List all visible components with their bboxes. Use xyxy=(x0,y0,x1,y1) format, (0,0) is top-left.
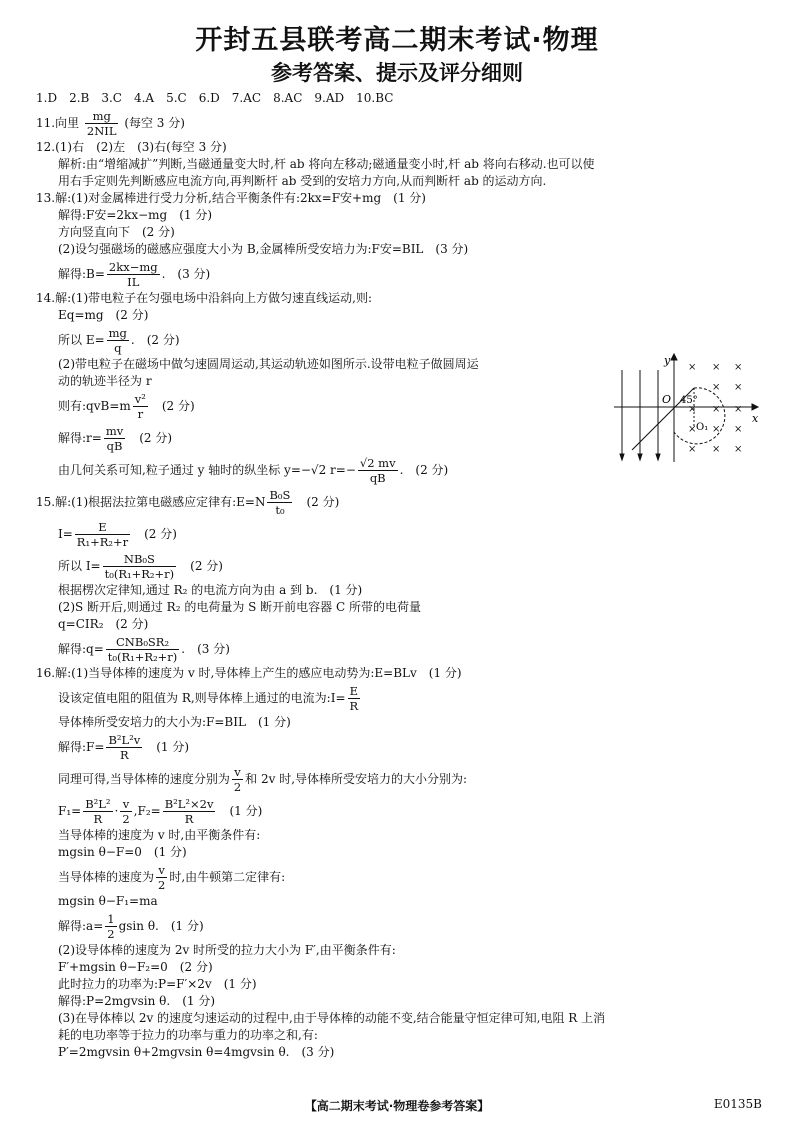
q16-line17: 耗的电功率等于拉力的功率与重力的功率之和,有: xyxy=(58,1028,318,1042)
q16-line10: mgsin θ−F₁=ma xyxy=(58,894,158,908)
q16-f-suffix: (1 分) xyxy=(144,740,190,754)
q16-line3: 导体棒所受安培力的大小为:F=BIL (1 分) xyxy=(58,715,291,729)
q14-r-num: mv xyxy=(105,424,124,438)
magnetic-cross-icon: × xyxy=(712,362,721,373)
q14-e-fraction xyxy=(107,326,129,355)
q16-line12: (2)设导体棒的速度为 2v 时所受的拉力大小为 F′,由平衡条件有: xyxy=(58,943,396,957)
q16-f-num: B²L²v xyxy=(108,733,141,747)
q13-line2: 解得:F安=2kx−mg (1 分) xyxy=(58,208,213,222)
q16-f1-prefix: F₁= xyxy=(58,804,82,818)
q16-i-num: E xyxy=(348,684,361,699)
q14-r-suffix: (2 分) xyxy=(127,431,173,445)
x-label: x xyxy=(752,412,759,425)
q16-newton-prefix: 当导体棒的速度为 xyxy=(58,870,155,884)
q15-emf-prefix: 15.解:(1)根据法拉第电磁感应定律有:E=N xyxy=(36,495,266,509)
q15-q-fraction xyxy=(106,635,180,664)
q14-e-num: mg xyxy=(108,326,127,340)
q14-force-fraction xyxy=(133,392,148,421)
field-arrow xyxy=(638,454,642,460)
q16-i-prefix: 设该定值电阻的阻值为 R,则导体棒上通过的电流为:I= xyxy=(58,691,346,705)
q16-line8: mgsin θ−F=0 (1 分) xyxy=(58,845,187,859)
q11-fraction xyxy=(85,109,119,138)
q15-q-num: CNB₀SR₂ xyxy=(106,635,180,650)
page-title: 开封五县联考高二期末考试·物理 xyxy=(195,25,599,56)
magnetic-cross-icon: × xyxy=(712,444,721,455)
q16-same-prefix: 同理可得,当导体棒的速度分别为 xyxy=(58,772,230,786)
q11-line xyxy=(36,107,766,139)
q14-force-prefix: 则有:qvB=m xyxy=(58,399,131,413)
q14-line2: Eq=mg (2 分) xyxy=(58,308,149,322)
magnetic-cross-icon: × xyxy=(734,404,743,415)
q15-emf-num: B₀S xyxy=(269,488,291,502)
q13-sol-prefix: 解得:B= xyxy=(58,267,105,281)
magnetic-cross-icon: × xyxy=(734,362,743,373)
q16-f1-num: B²L² xyxy=(85,797,111,811)
q14-geo-fraction xyxy=(358,456,398,485)
magnetic-cross-icon: × xyxy=(688,424,697,435)
q16-same-num: v xyxy=(232,765,243,780)
q11-prefix: 11.向里 xyxy=(36,116,80,130)
q16-i-line xyxy=(36,682,766,714)
q14-trajectory-figure xyxy=(612,350,762,465)
q14-geo-suffix: . (2 分) xyxy=(399,463,449,477)
q14-geo-num: √2 mv xyxy=(359,456,396,470)
q14-e-suffix: . (2 分) xyxy=(130,333,180,347)
q15-i2-fraction xyxy=(103,552,177,581)
footer-label: 【高二期末考试·物理卷参考答案】 xyxy=(304,1099,490,1113)
y-label: y xyxy=(664,354,671,367)
q16-line16: (3)在导体棒以 2v 的速度匀速运动的过程中,由于导体棒的动能不变,结合能量守恒定律可知,电阻 R 上消 xyxy=(58,1011,606,1025)
q15-i2-num: NB₀S xyxy=(103,552,177,567)
q16-same-suffix: 和 2v 时,导体棒所受安培力的大小分别为: xyxy=(245,772,468,786)
q14-line4: (2)带电粒子在磁场中做匀速圆周运动,其运动轨迹如图所示.设带电粒子做圆周运 xyxy=(58,357,479,371)
magnetic-cross-icon: × xyxy=(734,424,743,435)
q15-i2-line xyxy=(36,550,766,582)
q14-e-prefix: 所以 E= xyxy=(58,333,105,347)
q13-line3: 方向竖直向下 (2 分) xyxy=(58,225,175,239)
q16-f2-prefix: ,F₂= xyxy=(133,804,161,818)
q16-i-fraction xyxy=(348,684,361,713)
magnetic-cross-icon: × xyxy=(688,444,697,455)
origin-label: O xyxy=(662,393,672,406)
magnetic-cross-icon: × xyxy=(712,382,721,393)
q15-i-num: E xyxy=(75,520,130,535)
q14-e-den: q xyxy=(114,341,122,355)
q16-line13: F′+mgsin θ−F₂=0 (2 分) xyxy=(58,960,213,974)
q16-newton-num: v xyxy=(156,863,167,878)
paper-code: E0135B xyxy=(713,1097,762,1111)
q16-a-num: 1 xyxy=(107,912,115,926)
q16-line18: P′=2mgvsin θ+2mgvsin θ=4mgvsin θ. (3 分) xyxy=(58,1045,335,1059)
field-arrow xyxy=(656,454,660,460)
q14-r-fraction xyxy=(104,424,125,453)
q16-f1-fraction2 xyxy=(120,797,131,826)
q16-f1-den2: 2 xyxy=(122,812,130,826)
q15-line4: 根据楞次定律知,通过 R₂ 的电流方向为由 a 到 b. (1 分) xyxy=(58,583,363,597)
q16-f-prefix: 解得:F= xyxy=(58,740,105,754)
magnetic-cross-icon: × xyxy=(712,424,721,435)
q15-i2-den: t₀(R₁+R₂+r) xyxy=(104,567,175,581)
q16-f2-den: R xyxy=(184,812,194,826)
answer-body xyxy=(36,90,766,1061)
q16-a-fraction xyxy=(105,912,116,941)
q16-f1-num2: v xyxy=(120,797,131,812)
q15-q-den: t₀(R₁+R₂+r) xyxy=(107,650,178,664)
q16-f1f2-line xyxy=(36,795,766,827)
q16-newton-den: 2 xyxy=(158,878,166,892)
y-axis-arrow-icon xyxy=(671,354,677,360)
q16-newton-fraction xyxy=(156,863,167,892)
q16-f2-num: B²L²×2v xyxy=(164,797,214,811)
q13-sol-suffix: . (3 分) xyxy=(161,267,211,281)
q16-same-fraction xyxy=(232,765,243,794)
q11-suffix: (每空 3 分) xyxy=(124,116,185,130)
q15-line5: (2)S 断开后,则通过 R₂ 的电荷量为 S 断开前电容器 C 所带的电荷量 xyxy=(58,600,421,614)
q16-line14: 此时拉力的功率为:P=F′×2v (1 分) xyxy=(58,977,257,991)
q16-line7: 当导体棒的速度为 v 时,由平衡条件有: xyxy=(58,828,261,842)
magnetic-cross-icon: × xyxy=(734,382,743,393)
q15-i-fraction xyxy=(75,520,130,549)
q14-r-prefix: 解得:r= xyxy=(58,431,102,445)
q12-line1: 12.(1)右 (2)左 (3)右(每空 3 分) xyxy=(36,140,227,154)
q16-same-line xyxy=(36,763,766,795)
q16-f2-suffix: (1 分) xyxy=(217,804,263,818)
q16-f-fraction xyxy=(106,733,142,762)
q16-a-line xyxy=(36,910,766,942)
q16-a-suffix: gsin θ. (1 分) xyxy=(118,919,204,933)
q13-line1: 13.解:(1)对金属棒进行受力分析,结合平衡条件有:2kx=F安+mg (1 分) xyxy=(36,191,426,205)
q14-line5: 动的轨迹半径为 r xyxy=(58,374,152,388)
q16-i-den: R xyxy=(349,699,359,713)
q16-line15: 解得:P=2mgvsin θ. (1 分) xyxy=(58,994,216,1008)
q15-emf-den: t₀ xyxy=(275,503,285,517)
q15-i2-suffix: (2 分) xyxy=(178,559,223,573)
q16-newton-suffix: 时,由牛顿第二定律有: xyxy=(169,870,286,884)
q16-f1-fraction xyxy=(83,797,112,826)
q15-i-prefix: I= xyxy=(58,527,73,541)
center-label: O₁ xyxy=(696,422,709,433)
q11-den: 2NIL xyxy=(86,124,117,138)
q15-i-line xyxy=(36,518,766,550)
magnetic-cross-icon: × xyxy=(688,404,697,415)
q14-line1: 14.解:(1)带电粒子在匀强电场中沿斜向上方做匀速直线运动,则: xyxy=(36,291,372,305)
q16-a-den: 2 xyxy=(107,927,115,941)
q16-newton-line xyxy=(36,861,766,893)
q16-a-prefix: 解得:a= xyxy=(58,919,104,933)
q15-emf-line xyxy=(36,486,766,518)
q14-force-num: v² xyxy=(134,392,146,406)
q14-force-suffix: (2 分) xyxy=(149,399,195,413)
q16-f1-mid: · xyxy=(114,804,119,818)
q15-q-line xyxy=(36,633,766,665)
q14-geo-den: qB xyxy=(369,471,386,485)
q15-i2-prefix: 所以 I= xyxy=(58,559,101,573)
field-arrow xyxy=(620,454,624,460)
x-axis-arrow-icon xyxy=(752,404,758,410)
q16-line1: 16.解:(1)当导体棒的速度为 v 时,导体棒上产生的感应电动势为:E=BLv (1 分) xyxy=(36,666,462,680)
q15-q-prefix: 解得:q= xyxy=(58,642,104,656)
q12-line2: 解析:由“增缩减扩”判断,当磁通量变大时,杆 ab 将向左移动;磁通量变小时,杆 ab 将向右移动.也可以使 xyxy=(58,157,595,171)
q12-line3: 用右手定则先判断感应电流方向,再判断杆 ab 受到的安培力方向,从而判断杆 ab 的运动方向. xyxy=(58,174,547,188)
magnetic-cross-icon: × xyxy=(712,404,721,415)
q16-f1-den: R xyxy=(93,812,103,826)
mc-answers: 1.D 2.B 3.C 4.A 5.C 6.D 7.AC 8.AC 9.AD 10.BC xyxy=(36,91,394,105)
q13-den: IL xyxy=(127,275,140,289)
q16-f-line xyxy=(36,731,766,763)
page-subtitle: 参考答案、提示及评分细则 xyxy=(271,61,523,85)
angle-label: 45° xyxy=(680,395,698,406)
q15-emf-fraction xyxy=(267,488,292,517)
q13-fraction xyxy=(107,260,160,289)
q14-r-den: qB xyxy=(106,439,123,453)
q15-emf-suffix: (2 分) xyxy=(294,495,340,509)
q14-force-den: r xyxy=(137,407,144,421)
magnetic-cross-icon: × xyxy=(734,444,743,455)
q15-line6: q=CIR₂ (2 分) xyxy=(58,617,149,631)
q16-f-den: R xyxy=(120,748,129,762)
q15-i-den: R₁+R₂+r xyxy=(76,535,129,549)
q11-num: mg xyxy=(85,109,119,124)
q13-line4: (2)设匀强磁场的磁感应强度大小为 B,金属棒所受安培力为:F安=BIL (3 分) xyxy=(58,242,469,256)
q16-f2-fraction xyxy=(163,797,216,826)
q15-q-suffix: . (3 分) xyxy=(181,642,230,656)
q13-num: 2kx−mg xyxy=(108,260,158,274)
magnetic-cross-icon: × xyxy=(688,362,697,373)
q13-solution xyxy=(36,258,766,290)
q15-i-suffix: (2 分) xyxy=(132,527,177,541)
q14-geo-prefix: 由几何关系可知,粒子通过 y 轴时的纵坐标 y=−√2 r=− xyxy=(58,463,356,477)
q16-same-den: 2 xyxy=(233,780,242,794)
